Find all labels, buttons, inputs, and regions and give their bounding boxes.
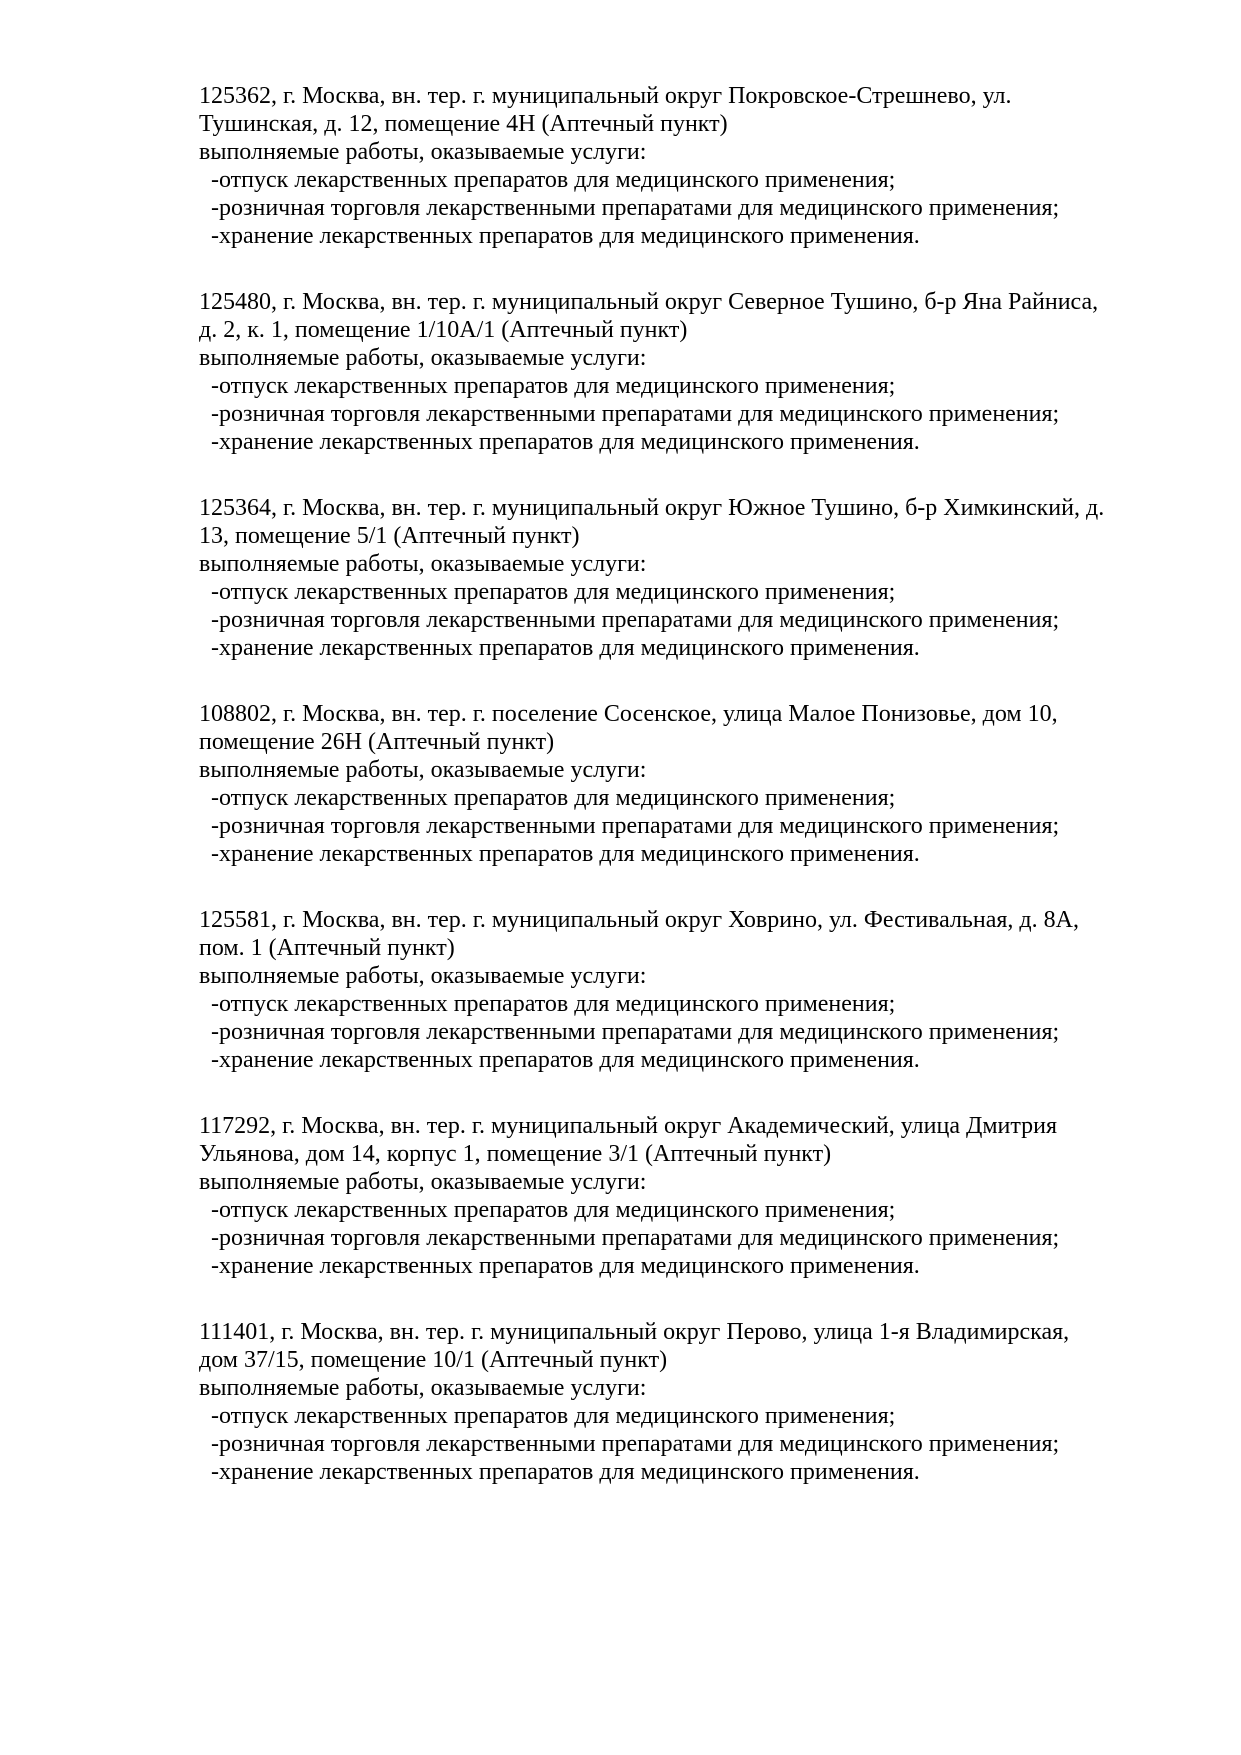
entry-service-item: -хранение лекарственных препаратов для медицинского применения.	[211, 223, 920, 249]
entry-service-item: -хранение лекарственных препаратов для медицинского применения.	[211, 1047, 920, 1073]
entry-services-header: выполняемые работы, оказываемые услуги:	[199, 1375, 647, 1401]
pharmacy-entry	[199, 1318, 1181, 1486]
entry-address-line: 111401, г. Москва, вн. тер. г. муниципальный округ Перово, улица 1-я Владимирская,	[199, 1319, 1070, 1345]
entry-service-item: -отпуск лекарственных препаратов для медицинского применения;	[211, 373, 896, 399]
entry-services-header: выполняемые работы, оказываемые услуги:	[199, 551, 647, 577]
entry-address-line: 125364, г. Москва, вн. тер. г. муниципальный округ Южное Тушино, б-р Химкинский, д.	[199, 495, 1105, 521]
entry-services-header: выполняемые работы, оказываемые услуги:	[199, 963, 647, 989]
entry-address-line: 108802, г. Москва, вн. тер. г. поселение Сосенское, улица Малое Понизовье, дом 10,	[199, 701, 1058, 727]
entry-address-line: Тушинская, д. 12, помещение 4Н (Аптечный пункт)	[199, 111, 728, 137]
entry-service-item: -хранение лекарственных препаратов для медицинского применения.	[211, 1459, 920, 1485]
pharmacy-entry	[199, 700, 1181, 868]
entry-address-line: 125362, г. Москва, вн. тер. г. муниципальный округ Покровское-Стрешнево, ул.	[199, 83, 1012, 109]
entry-service-item: -хранение лекарственных препаратов для медицинского применения.	[211, 1253, 920, 1279]
pharmacy-entry	[199, 1112, 1181, 1280]
entry-address-line: 125581, г. Москва, вн. тер. г. муниципальный округ Ховрино, ул. Фестивальная, д. 8А,	[199, 907, 1079, 933]
entry-service-item: -розничная торговля лекарственными препаратами для медицинского применения;	[211, 401, 1060, 427]
pharmacy-entry	[199, 288, 1181, 456]
entry-service-item: -отпуск лекарственных препаратов для медицинского применения;	[211, 167, 896, 193]
pharmacy-entry	[199, 906, 1181, 1074]
entry-address-line: дом 37/15, помещение 10/1 (Аптечный пункт)	[199, 1347, 668, 1373]
entry-service-item: -отпуск лекарственных препаратов для медицинского применения;	[211, 1197, 896, 1223]
entry-service-item: -отпуск лекарственных препаратов для медицинского применения;	[211, 1403, 896, 1429]
entry-address-line: Ульянова, дом 14, корпус 1, помещение 3/1 (Аптечный пункт)	[199, 1141, 832, 1167]
entry-address-line: помещение 26Н (Аптечный пункт)	[199, 729, 555, 755]
entry-service-item: -розничная торговля лекарственными препаратами для медицинского применения;	[211, 813, 1060, 839]
entry-service-item: -отпуск лекарственных препаратов для медицинского применения;	[211, 991, 896, 1017]
entry-services-header: выполняемые работы, оказываемые услуги:	[199, 1169, 647, 1195]
entry-service-item: -отпуск лекарственных препаратов для медицинского применения;	[211, 579, 896, 605]
entry-services-header: выполняемые работы, оказываемые услуги:	[199, 757, 647, 783]
entry-address-line: 125480, г. Москва, вн. тер. г. муниципальный округ Северное Тушино, б-р Яна Райниса,	[199, 289, 1099, 315]
entry-address-line: 13, помещение 5/1 (Аптечный пункт)	[199, 523, 580, 549]
entry-address-line: пом. 1 (Аптечный пункт)	[199, 935, 455, 961]
entry-service-item: -отпуск лекарственных препаратов для медицинского применения;	[211, 785, 896, 811]
entry-services-header: выполняемые работы, оказываемые услуги:	[199, 139, 647, 165]
entry-service-item: -розничная торговля лекарственными препаратами для медицинского применения;	[211, 607, 1060, 633]
entry-service-item: -розничная торговля лекарственными препаратами для медицинского применения;	[211, 195, 1060, 221]
entry-service-item: -хранение лекарственных препаратов для медицинского применения.	[211, 841, 920, 867]
pharmacy-entry	[199, 82, 1181, 250]
entry-service-item: -розничная торговля лекарственными препаратами для медицинского применения;	[211, 1431, 1060, 1457]
entry-address-line: 117292, г. Москва, вн. тер. г. муниципальный округ Академический, улица Дмитрия	[199, 1113, 1058, 1139]
pharmacy-entries-list	[199, 82, 1181, 1486]
entry-service-item: -хранение лекарственных препаратов для медицинского применения.	[211, 635, 920, 661]
entry-service-item: -розничная торговля лекарственными препаратами для медицинского применения;	[211, 1019, 1060, 1045]
entry-service-item: -розничная торговля лекарственными препаратами для медицинского применения;	[211, 1225, 1060, 1251]
pharmacy-entry	[199, 494, 1181, 662]
entry-address-line: д. 2, к. 1, помещение 1/10А/1 (Аптечный пункт)	[199, 317, 688, 343]
entry-service-item: -хранение лекарственных препаратов для медицинского применения.	[211, 429, 920, 455]
entry-services-header: выполняемые работы, оказываемые услуги:	[199, 345, 647, 371]
